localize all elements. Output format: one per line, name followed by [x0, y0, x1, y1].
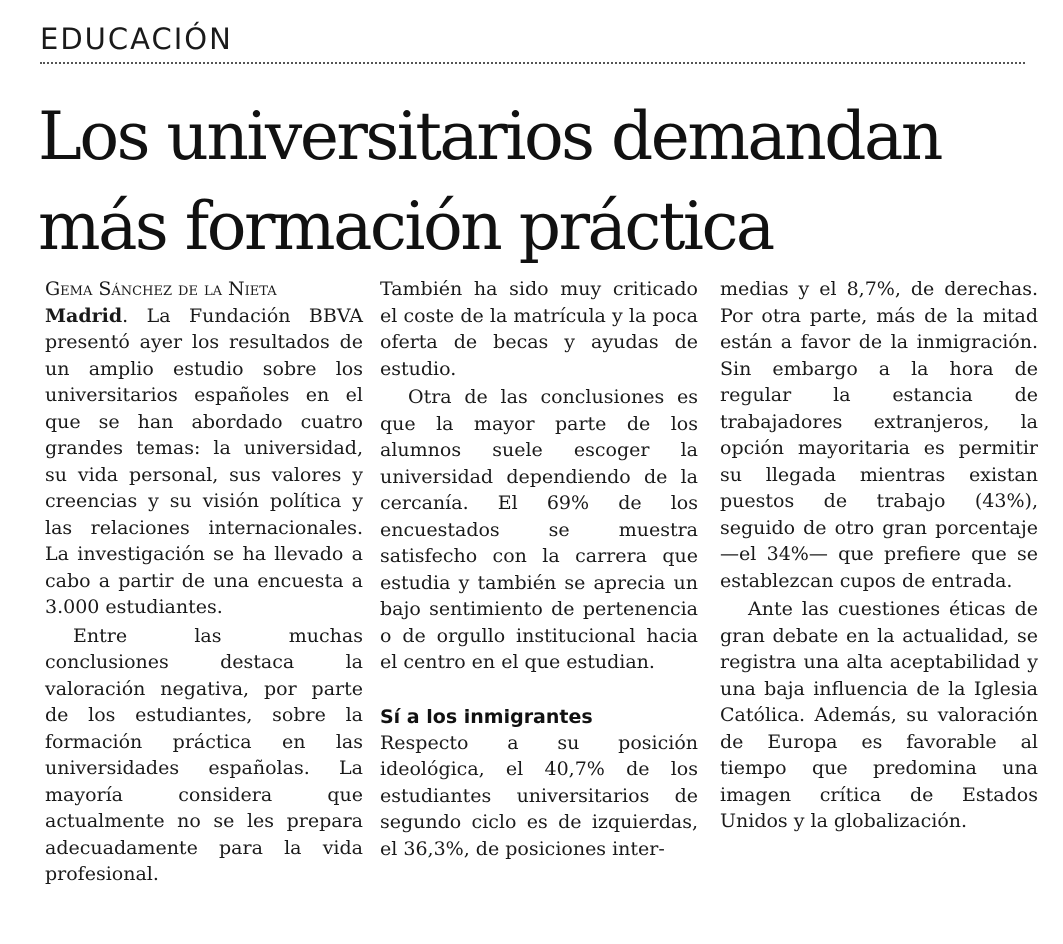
dateline-city: Madrid	[45, 304, 123, 327]
paragraph: Otra de las conclusiones es que la mayor parte de los alumnos suele escoger la universidad dependiendo de la cercanía. El 69% de los encuestados se muestra satisfecho con la carrera que estudia y también se aprecia un bajo sentimiento de pertenencia o de orgullo institucional hacia el centro en el que estudian.	[380, 386, 698, 673]
subheading: Sí a los inmigrantes	[380, 705, 593, 728]
byline: Gema Sánchez de la Nieta	[45, 278, 277, 300]
paragraph: También ha sido muy criticado el coste de la matrícula y la poca oferta de becas y ayudas de estudio.	[380, 278, 698, 380]
headline	[38, 92, 1038, 272]
paragraph-intro	[45, 303, 363, 621]
paragraph-continued: medias y el 8,7%, de derechas. Por otra parte, más de la mitad están a favor de la inmigración. Sin embargo a la hora de regular la estancia de trabajadores extranjeros, la opción mayoritaria es permitir su llegada mientras existan puestos de trabajo (43%), seguido de otro gran porcentaje —el 34%— que prefiere que se establezcan cupos de entrada.	[720, 278, 1038, 592]
paragraph: Ante las cuestiones éticas de gran debate en la actualidad, se registra una alta aceptabilidad y una baja influencia de la Iglesia Católica. Además, su valoración de Europa es favorable al tiempo que predomina una imagen crítica de Estados Unidos y la globalización.	[720, 598, 1038, 832]
dotted-divider	[40, 62, 1025, 64]
section-label: EDUCACIÓN	[40, 22, 233, 56]
paragraph-intro-text: . La Fundación BBVA presentó ayer los resultados de un amplio estudio sobre los universitarios españoles en el que se han abordado cuatro grandes temas: la universidad, su vida personal, sus valores y creencias y su visión política y las relaciones internacionales. La investigación se ha llevado a cabo a partir de una encuesta a 3.000 estudiantes.	[45, 304, 363, 618]
headline-line-1: Los universitarios demandan	[38, 98, 941, 175]
article-column-3	[720, 276, 1038, 835]
headline-line-2: más formación práctica	[38, 188, 773, 265]
paragraph: Respecto a su posición ideológica, el 40,7% de los estudiantes universitarios de segundo ciclo es de izquierdas, el 36,3%, de posiciones inter-	[380, 731, 698, 860]
article-column-1	[45, 276, 363, 888]
paragraph: Entre las muchas conclusiones destaca la valoración negativa, por parte de los estudiantes, sobre la formación práctica en las universidades españolas. La mayoría considera que actualmente no se les prepara adecuadamente para la vida profesional.	[45, 624, 363, 885]
article-column-2	[380, 276, 698, 862]
